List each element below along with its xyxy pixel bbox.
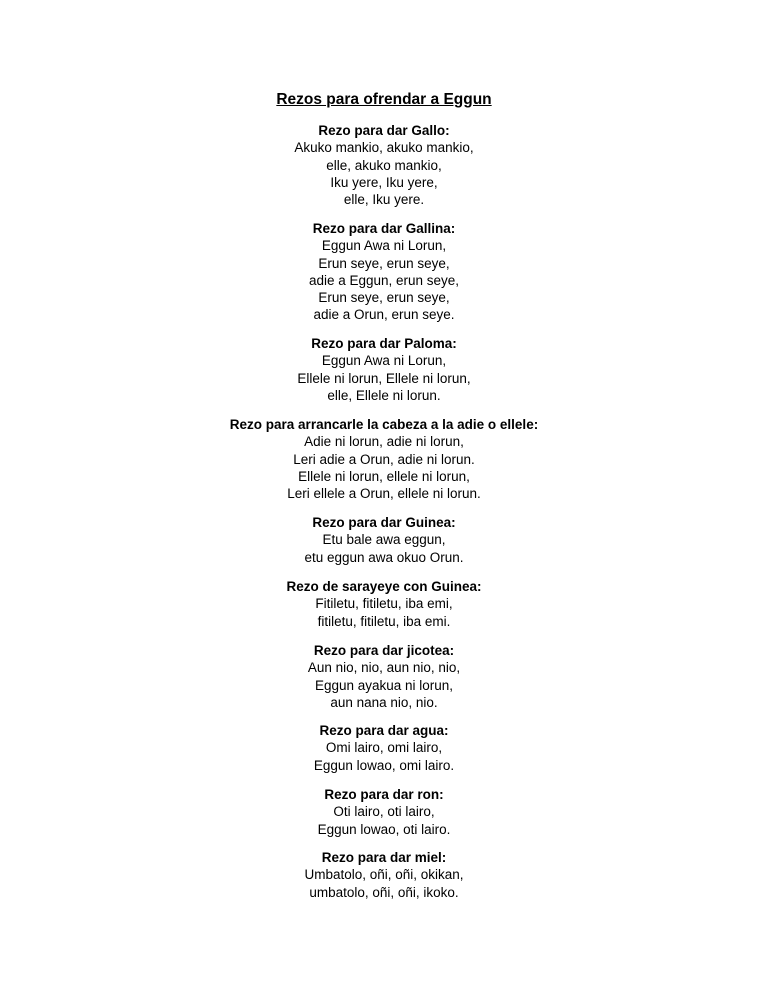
verse-line: Eggun ayakua ni lorun, (314, 677, 454, 693)
verse-line: Eggun lowao, oti lairo. (317, 821, 451, 837)
verse-line: Ellele ni lorun, Ellele ni lorun, (297, 370, 471, 386)
verse-line: Aun nio, nio, aun nio, nio, (307, 660, 461, 676)
section-heading: Rezo para dar Gallina: (312, 221, 456, 236)
section-heading: Rezo para dar Guinea: (312, 515, 456, 530)
section-heading: Rezo para dar Gallo: (318, 123, 450, 138)
document-title: Rezos para ofrendar a Eggun (276, 91, 492, 108)
section-heading: Rezo de sarayeye con Guinea: (286, 579, 482, 594)
verse-line: Adie ni lorun, adie ni lorun, (304, 434, 464, 450)
prayer-section-miel (0, 849, 768, 901)
verse-line: umbatolo, oñi, oñi, ikoko. (309, 884, 459, 900)
prayer-section-guinea (0, 514, 768, 566)
prayer-section-ron (0, 786, 768, 838)
verse-line: Oti lairo, oti lairo, (333, 804, 435, 820)
verse-line: Erun seye, erun seye, (318, 255, 450, 271)
verse-line: Erun seye, erun seye, (318, 290, 450, 306)
verse-line: elle, Iku yere. (343, 192, 425, 208)
verse-line: Leri adie a Orun, adie ni lorun. (293, 451, 475, 467)
prayer-section-gallo (0, 122, 768, 208)
verse-line: Umbatolo, oñi, oñi, okikan, (304, 867, 464, 883)
verse-line: aun nana nio, nio. (330, 694, 438, 710)
section-heading: Rezo para dar agua: (319, 723, 449, 738)
section-heading: Rezo para dar ron: (324, 787, 444, 802)
prayer-section-paloma (0, 335, 768, 404)
verse-line: Ellele ni lorun, ellele ni lorun, (298, 468, 470, 484)
verse-line: Leri ellele a Orun, ellele ni lorun. (287, 486, 481, 502)
section-heading: Rezo para dar jicotea: (313, 643, 455, 658)
verse-line: Eggun lowao, omi lairo. (313, 757, 455, 773)
prayer-section-gallina (0, 220, 768, 324)
verse-line: Akuko mankio, akuko mankio, (294, 140, 474, 156)
section-heading: Rezo para dar Paloma: (311, 336, 457, 351)
verse-line: fitiletu, fitiletu, iba emi. (317, 613, 451, 629)
prayer-section-jicotea (0, 642, 768, 711)
prayer-section-sarayeye (0, 578, 768, 630)
verse-line: Etu bale awa eggun, (322, 532, 446, 548)
verse-line: Eggun Awa ni Lorun, (321, 238, 447, 254)
prayer-section-arrancar-cabeza (0, 416, 768, 502)
verse-line: adie a Eggun, erun seye, (308, 272, 460, 288)
verse-line: Omi lairo, omi lairo, (325, 740, 443, 756)
verse-line: Eggun Awa ni Lorun, (321, 353, 447, 369)
verse-line: etu eggun awa okuo Orun. (304, 549, 464, 565)
verse-line: Fitiletu, fitiletu, iba emi, (315, 596, 453, 612)
section-heading: Rezo para arrancarle la cabeza a la adie o ellele: (229, 417, 539, 432)
verse-line: Iku yere, Iku yere, (330, 174, 438, 190)
section-heading: Rezo para dar miel: (321, 850, 447, 865)
verse-line: elle, Ellele ni lorun. (327, 387, 441, 403)
prayer-section-agua (0, 722, 768, 774)
verse-line: elle, akuko mankio, (326, 157, 442, 173)
verse-line: adie a Orun, erun seye. (313, 307, 455, 323)
